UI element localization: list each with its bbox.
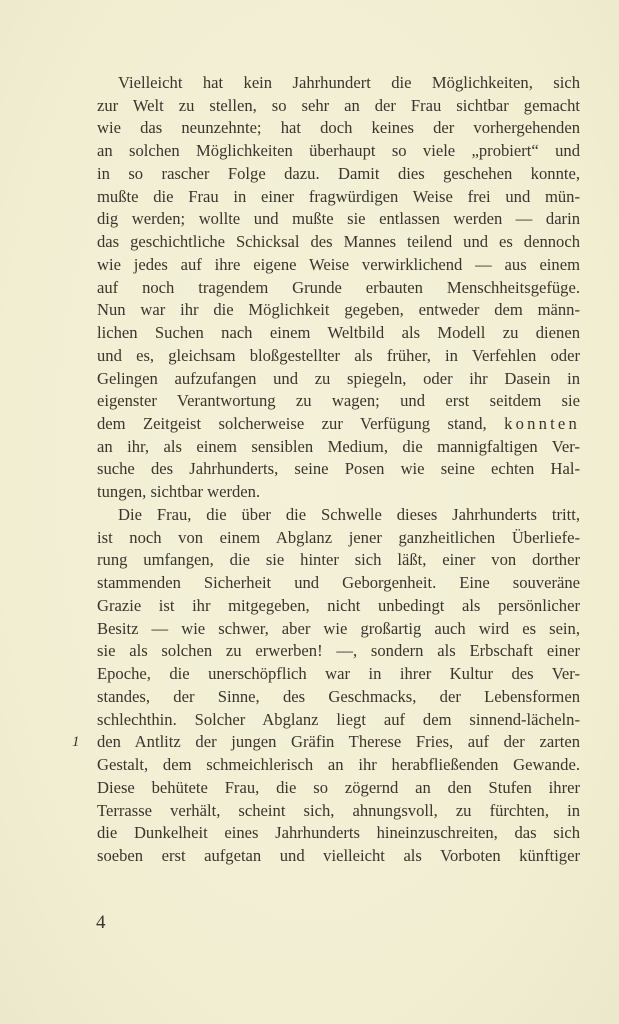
line-text: dig werden; wollte und mußte sie entlassen werden — darin (97, 209, 580, 229)
line-text: Grazie ist ihr mitgegeben, nicht unbedingt als persönlicher (97, 595, 580, 615)
line-text: tungen, sichtbar werden. (97, 482, 261, 502)
line-text: und es, gleichsam bloßgestellter als früher, in Verfehlen oder (97, 345, 580, 365)
line-text: wie das neunzehnte; hat doch keines der vorhergehenden (97, 118, 580, 138)
line-text: Die Frau, die über die Schwelle dieses Jahrhunderts tritt, (118, 504, 580, 524)
text-line (97, 436, 580, 459)
page-number: 4 (96, 912, 106, 933)
line-text: standes, der Sinne, des Geschmacks, der Lebensformen (97, 686, 580, 706)
line-text: Gestalt, dem schmeichlerisch an ihr herabfließenden Gewande. (97, 755, 580, 775)
line-text: ist noch von einem Abglanz jener ganzheitlichen Überliefe- (97, 527, 580, 547)
text-line (97, 709, 580, 732)
text-line (97, 686, 580, 709)
line-text: an ihr, als einem sensiblen Medium, die mannigfaltigen Ver- (97, 436, 580, 456)
line-text: suche des Jahrhunderts, seine Posen wie seine echten Hal- (97, 459, 580, 479)
line-text: lichen Suchen nach einem Weltbild als Modell zu dienen (97, 323, 580, 343)
text-line (97, 345, 580, 368)
line-text: in so rascher Folge dazu. Damit dies geschehen konnte, (97, 163, 580, 183)
line-text: eigenster Verantwortung zu wagen; und erst seitdem sie (97, 391, 580, 411)
text-line (97, 163, 580, 186)
line-text: an solchen Möglichkeiten überhaupt so viele „probiert“ und (97, 141, 580, 161)
text-line (97, 368, 580, 391)
text-line (97, 595, 580, 618)
text-line (97, 72, 580, 95)
text-line (97, 322, 580, 345)
text-line (97, 208, 580, 231)
line-text: die Dunkelheit eines Jahrhunderts hineinzuschreiten, das sich (97, 823, 580, 843)
line-text: soeben erst aufgetan und vielleicht als Vorboten künftiger (97, 845, 580, 865)
text-line (97, 299, 580, 322)
line-text: mußte die Frau in einer fragwürdigen Weise frei und mün- (97, 186, 580, 206)
text-line (97, 277, 580, 300)
line-text: das geschichtliche Schicksal des Mannes teilend und es dennoch (97, 232, 580, 252)
text-line (97, 731, 580, 754)
text-line (97, 527, 580, 550)
text-line (97, 186, 580, 209)
text-line (97, 822, 580, 845)
text-line (97, 95, 580, 118)
line-text: Epoche, die unerschöpflich war in ihrer Kultur des Ver- (97, 664, 580, 684)
line-text: schlechthin. Solcher Abglanz liegt auf dem sinnend-lächeln- (97, 709, 580, 729)
text-line (97, 481, 580, 504)
text-line (97, 254, 580, 277)
text-line (97, 663, 580, 686)
paragraph (97, 504, 580, 868)
text-line (97, 231, 580, 254)
text-line (97, 572, 580, 595)
line-text: Diese behütete Frau, die so zögernd an den Stufen ihrer (97, 777, 580, 797)
line-text: Terrasse verhält, scheint sich, ahnungsvoll, zu fürchten, in (97, 800, 580, 820)
text-line (97, 390, 580, 413)
text-line (97, 618, 580, 641)
margin-reference-mark: 1 (72, 734, 80, 751)
line-text: Vielleicht hat kein Jahrhundert die Möglichkeiten, sich (118, 73, 580, 92)
text-line (97, 504, 580, 527)
text-line (97, 117, 580, 140)
line-text: den Antlitz der jungen Gräfin Therese Fries, auf der zarten (97, 732, 580, 752)
line-text: rung umfangen, die sie hinter sich läßt, einer von dorther (97, 550, 580, 570)
line-text: wie jedes auf ihre eigene Weise verwirklichend — aus einem (97, 254, 580, 274)
line-text: stammenden Sicherheit und Geborgenheit. Eine souveräne (97, 573, 580, 593)
text-line (97, 640, 580, 663)
text-line (97, 777, 580, 800)
line-text: zur Welt zu stellen, so sehr an der Frau sichtbar gemacht (97, 95, 580, 115)
line-text: Besitz — wie schwer, aber wie großartig auch wird es sein, (97, 618, 580, 638)
line-text: sie als solchen zu erwerben! —, sondern als Erbschaft einer (97, 641, 580, 661)
line-text: Nun war ihr die Möglichkeit gegeben, entweder dem männ- (97, 300, 580, 320)
emphasized-word: konnten (504, 414, 580, 434)
text-line (97, 458, 580, 481)
text-line (97, 754, 580, 777)
text-line (97, 413, 580, 436)
text-line (97, 845, 580, 868)
text-line (97, 549, 580, 572)
body-text (97, 72, 580, 868)
line-text: Gelingen aufzufangen und zu spiegeln, oder ihr Dasein in (97, 368, 580, 388)
line-text: auf noch tragendem Grunde erbauten Menschheitsgefüge. (97, 277, 580, 297)
text-line (97, 140, 580, 163)
text-line (97, 800, 580, 823)
paragraph (97, 72, 580, 504)
line-text: dem Zeitgeist solcherweise zur Verfügung stand, (97, 414, 487, 434)
